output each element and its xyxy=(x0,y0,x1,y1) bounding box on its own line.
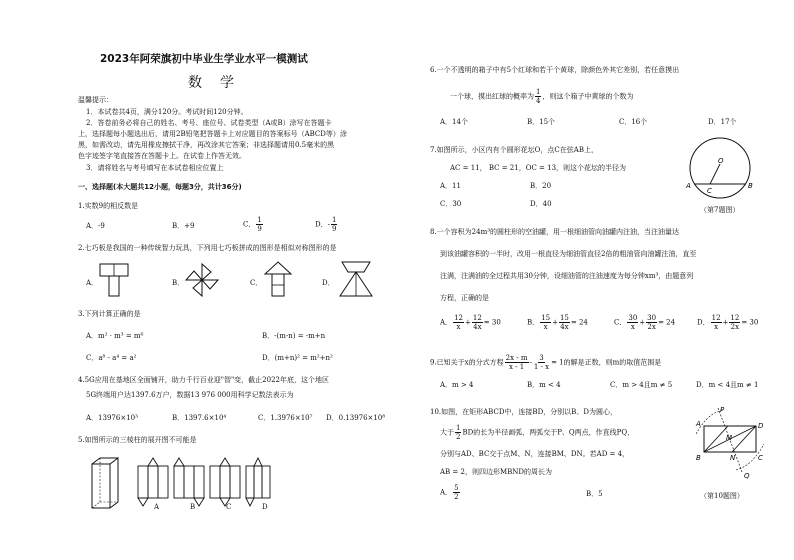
q8-stem-line-4: 方程，正确的是 xyxy=(440,294,489,302)
q1-stem: 1.实数9的相反数是 xyxy=(78,202,139,210)
q10-point-c: C xyxy=(758,454,763,462)
q6-prob-denominator: 4 xyxy=(536,97,541,105)
q7-option-c: C．30 xyxy=(440,200,462,208)
q8-c-den-1: x xyxy=(630,323,635,331)
subject-title: 数学 xyxy=(188,75,252,91)
q8-option-a: A． $\frac{12}{x}$ + $\frac{12}{4x}$ = 30 xyxy=(440,314,501,331)
q10-stem-part-2: BD的长为半径画弧，两弧交于P、Q两点，作直线PQ， xyxy=(462,428,635,437)
q6-option-a: A．14个 xyxy=(440,118,468,126)
q8-stem-line-3: 注满，注满油的全过程共用30分钟，设细油管的注油速度为每分钟xm³，由题意列 xyxy=(440,272,694,280)
q9-option-b: B．m < 4 xyxy=(527,381,561,389)
q7-point-a: A xyxy=(686,182,691,190)
q1-c-denominator: 9 xyxy=(257,225,262,233)
q8-a-den-1: x xyxy=(456,323,461,331)
q8-d-den-1: x xyxy=(714,323,719,331)
q9-frac2-num: 3 xyxy=(539,354,544,362)
q8-stem-line-2: 到该油罐容积的一半时，改用一根直径为细油管直径2倍的粗油管向油罐注油，直至 xyxy=(440,250,697,258)
q5-label-b: B xyxy=(190,503,196,511)
q3-stem: 3.下列计算正确的是 xyxy=(78,310,141,318)
q8-b-rhs: = 24 xyxy=(570,318,588,327)
q4-stem-line-2: 5G终端用户达1397.6万户，数据13 976 000用科学记数法表示为 xyxy=(86,391,294,399)
q1-option-c-label: C． xyxy=(243,220,256,229)
q10-stem-line-4: AB = 2，则四边形MBND的周长为 xyxy=(440,468,553,476)
q8-b-num-1: 15 xyxy=(541,314,551,322)
q10-point-m: M xyxy=(726,434,733,442)
q1-option-c xyxy=(243,216,264,233)
q10-half-denominator: 2 xyxy=(456,433,461,441)
q8-option-d: D． $\frac{12}{x}$ + $\frac{12}{2x}$ = 30 xyxy=(697,314,759,331)
q8-stem-line-1: 8.一个容积为24m³的圆柱形的空油罐，用一根细油管向油罐内注油，当注油量达 xyxy=(430,228,680,236)
q10-stem-part-1: 大于 xyxy=(440,428,454,437)
q1-option-b: B．+9 xyxy=(172,222,195,230)
q10-point-q: Q xyxy=(744,472,750,480)
q7-stem-line-1: 7.如图所示，小区内有个圆形花坛O，点C在弦AB上， xyxy=(430,146,598,154)
q2-option-b: B． xyxy=(172,279,185,287)
q2-option-a: A． xyxy=(86,279,99,287)
q4-stem-line-1: 4.5G应用在基地区全面铺开，助力千行百业迎"智"变，截止2022年底，这个地区 xyxy=(78,376,329,384)
q2-option-c: C． xyxy=(250,279,263,287)
q3-option-d: D．(m+n)² = m²+n² xyxy=(262,354,333,362)
q7-point-c: C xyxy=(707,187,712,195)
tangram-figure-d xyxy=(338,260,374,298)
notice-line-1: 1．本试卷共4页，满分120分。考试时间120分钟。 xyxy=(86,108,248,116)
q10-stem-line-3: 分别与AD、BC交于点M、N，连接BM、DN。若AD = 4， xyxy=(440,450,630,458)
tangram-figure-b xyxy=(183,262,221,298)
q10-a-numerator: 5 xyxy=(454,484,459,492)
q10-point-b: B xyxy=(696,454,701,462)
q1-option-d-label: D．- xyxy=(315,220,330,229)
q6-option-b: B．15个 xyxy=(527,118,556,126)
q1-c-numerator: 1 xyxy=(257,216,262,224)
q9-option-c: C．m > 4且m ≠ 5 xyxy=(610,381,673,389)
q2-option-d: D． xyxy=(322,279,335,287)
q8-c-rhs: = 24 xyxy=(658,318,676,327)
q7-stem-line-2: AC = 11， BC = 21，OC = 13，则这个花坛的半径为 xyxy=(450,164,627,172)
q9-frac1-den: x - 1 xyxy=(508,363,525,371)
q10-a-label: A． xyxy=(440,488,453,497)
q9-frac2-den: 1 - x xyxy=(533,363,550,371)
q1-option-a: A．-9 xyxy=(86,222,105,230)
q8-a-rhs: = 30 xyxy=(483,318,501,327)
q5-label-d: D xyxy=(262,503,268,511)
q5-nets-figure xyxy=(134,456,274,508)
q8-d-label: D． xyxy=(697,318,710,327)
q5-label-a: A xyxy=(154,503,160,511)
q5-label-c: C xyxy=(226,503,232,511)
q4-option-a: A．13976×10³ xyxy=(86,414,138,422)
q6-stem-part-1: 一个球，摸出红球的概率为 xyxy=(450,92,534,101)
q7-option-b: B．20 xyxy=(530,182,552,190)
q8-d-num-1: 12 xyxy=(711,314,721,322)
q6-option-d: D．17个 xyxy=(708,118,737,126)
q6-option-c: C．16个 xyxy=(619,118,648,126)
q7-figure-caption: （第7题图） xyxy=(700,206,740,214)
q1-d-numerator: 1 xyxy=(331,216,337,224)
q8-d-rhs: = 30 xyxy=(741,318,759,327)
q3-option-a: A．m² · m³ = m⁶ xyxy=(86,332,144,340)
q7-option-a: A．11 xyxy=(440,182,461,190)
notice-line-2c: 黑，如需改动，请先用橡皮擦拭干净，再改涂其它答案；非选择题请用0.5毫米的黑 xyxy=(78,141,335,149)
q6-stem-part-2: ，则这个箱子中黄球的个数为 xyxy=(542,92,634,101)
q9-minus: - xyxy=(529,358,532,367)
q2-stem: 2.七巧板是我国的一种传统智力玩具，下列用七巧板拼成的图形是相似对称图形的是 xyxy=(78,244,337,252)
q8-c-den-2: 2x xyxy=(647,323,656,331)
q10-point-a: A xyxy=(696,420,701,428)
q1-option-d xyxy=(315,216,338,233)
q8-b-den-2: 4x xyxy=(560,323,569,331)
notice-line-2a: 2．答卷前务必将自己的姓名、考号、座位号、试卷类型（A或B）涂写在答题卡 xyxy=(86,119,332,127)
q3-option-b: B．-(m-n) = -m+n xyxy=(262,332,326,340)
q8-c-num-1: 30 xyxy=(628,314,638,322)
q4-option-b: B．1397.6×10⁴ xyxy=(172,414,227,422)
exam-title: 2023年阿荣旗初中毕业生学业水平一模测试 xyxy=(100,53,308,65)
q6-prob-numerator: 1 xyxy=(536,88,541,96)
q8-c-label: C． xyxy=(614,318,627,327)
q10-point-p: P xyxy=(720,406,725,414)
q8-d-num-2: 12 xyxy=(730,314,740,322)
q5-prism-figure xyxy=(88,456,122,514)
q8-c-num-2: 30 xyxy=(647,314,657,322)
q5-stem: 5.如图所示的三棱柱的展开图不可能是 xyxy=(78,436,197,444)
tangram-figure-c xyxy=(263,260,293,298)
notice-heading: 温馨提示： xyxy=(78,96,113,104)
q10-point-d: D xyxy=(758,422,764,430)
q7-circle-figure xyxy=(678,136,758,206)
q7-point-b: B xyxy=(748,182,753,190)
q9-frac1-num: 2x - m xyxy=(505,354,528,362)
q10-half-numerator: 1 xyxy=(456,424,461,432)
q7-point-o: O xyxy=(718,157,724,165)
q9-stem xyxy=(430,354,661,371)
section-1-heading: 一、选择题(本大题共12小题，每题3分，共计36分) xyxy=(78,183,242,191)
q9-stem-part-1: 9.已知关于x的分式方程 xyxy=(430,358,504,367)
notice-line-3: 3．请将姓名与考号填写在本试卷相应位置上 xyxy=(86,164,224,172)
q10-option-a xyxy=(440,484,461,501)
notice-line-2b: 上，选择题每小题选出后，请用2B铅笔把答题卡上对应题目的答案标号（ABCD等）涂 xyxy=(78,130,347,138)
q8-b-den-1: x xyxy=(543,323,548,331)
q8-option-b: B． $\frac{15}{x}$ + $\frac{15}{4x}$ = 24 xyxy=(527,314,588,331)
q10-point-n: N xyxy=(730,454,736,462)
q10-stem-line-2 xyxy=(440,424,634,441)
q8-b-label: B． xyxy=(527,318,540,327)
q9-option-d: D．m < 4且m ≠ 1 xyxy=(696,381,759,389)
notice-line-2d: 色字迹签字笔直接答在答题卡上。在试卷上作答无效。 xyxy=(78,152,246,160)
q8-d-den-2: 2x xyxy=(730,323,740,331)
q10-rectangle-figure xyxy=(690,404,770,492)
q1-d-denominator: 9 xyxy=(331,225,337,233)
q4-option-c: C．1.3976×10⁷ xyxy=(258,414,313,422)
q8-option-c: C． $\frac{30}{x}$ + $\frac{30}{2x}$ = 24 xyxy=(614,314,676,331)
q4-option-d: D．0.13976×10⁸ xyxy=(326,414,386,422)
q7-option-d: D．40 xyxy=(530,200,552,208)
q10-stem-line-1: 10.如图，在矩形ABCD中，连接BD，分别以B、D为圆心， xyxy=(430,408,617,416)
q10-option-b: B．5 xyxy=(586,490,603,498)
q8-a-den-2: 4x xyxy=(473,323,482,331)
q8-a-num-2: 12 xyxy=(472,314,482,322)
q10-figure-caption: （第10题图） xyxy=(700,492,744,500)
q3-option-c: C．a⁸ - a⁴ = a² xyxy=(86,354,137,362)
q8-a-label: A． xyxy=(440,318,453,327)
q10-a-denominator: 2 xyxy=(454,493,459,501)
q9-stem-part-2: = 1的解是正数，则m的取值范围是 xyxy=(551,358,662,367)
q8-a-num-1: 12 xyxy=(454,314,463,322)
q6-stem-line-2 xyxy=(450,88,633,105)
q8-b-num-2: 15 xyxy=(559,314,569,322)
q9-option-a: A．m > 4 xyxy=(440,381,474,389)
q6-stem-line-1: 6.一个不透明的箱子中有5个红球和若干个黄球，除颜色外其它差别，若任意摸出 xyxy=(430,66,680,74)
tangram-figure-a xyxy=(98,262,132,298)
